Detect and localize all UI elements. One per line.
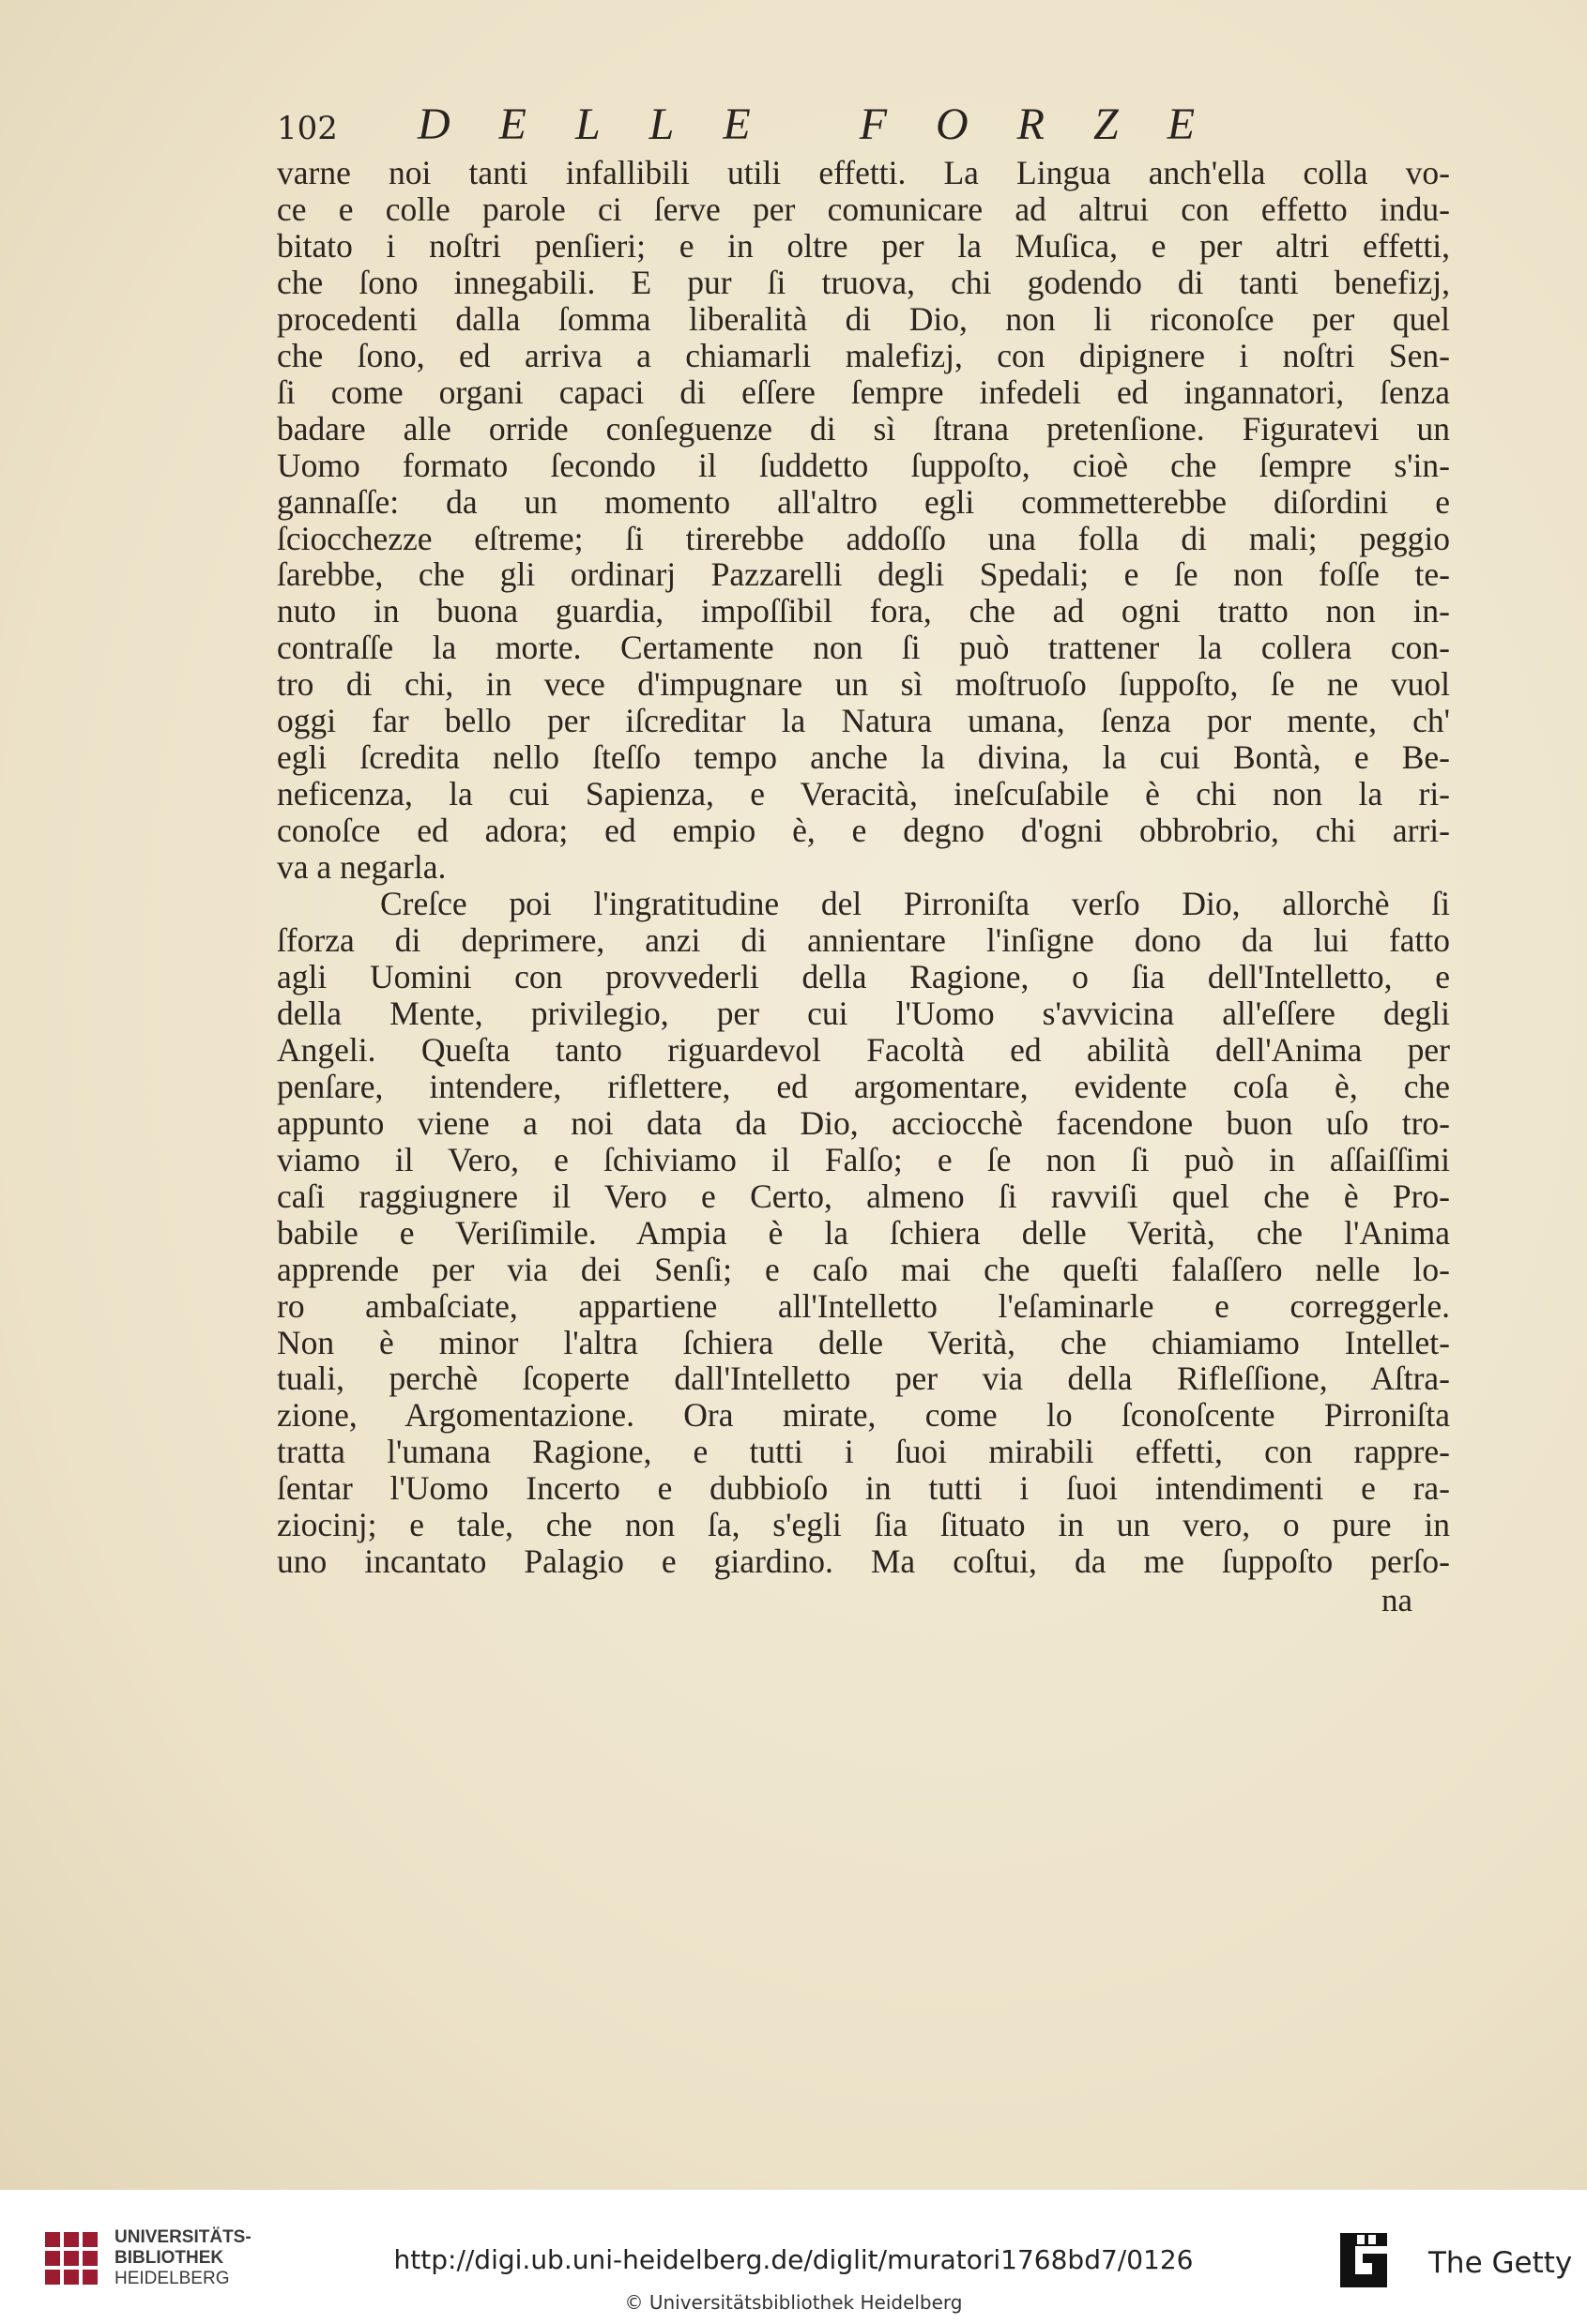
text-line: conoſce ed adora; ed empio è, e degno d'ogni obbrobrio, chi arri- [277, 812, 1450, 850]
library-line: UNIVERSITÄTS- [114, 2227, 252, 2247]
text-line: oggi far bello per iſcreditar la Natura umana, ſenza por mente, ch' [277, 702, 1450, 740]
text-line: uno incantato Palagio e giardino. Ma coſtui, da me ſuppoſto perſo- [277, 1542, 1450, 1581]
library-line: HEIDELBERG [114, 2269, 230, 2288]
text-line: badare alle orride conſeguenze di sì ſtrana pretenſione. Figuratevi un [277, 409, 1450, 448]
text-line: va a negarla. [277, 848, 447, 887]
text-line: che ſono, ed arriva a chiamarli malefizj, con dipignere i noſtri Sen- [277, 336, 1450, 374]
text-line: gannaſſe: da un momento all'altro egli commetterebbe diſordini e [277, 482, 1450, 521]
text-line: viamo il Vero, e ſchiviamo il Falſo; e ſe non ſi può in aſſaiſſimi [277, 1140, 1450, 1178]
catchword: na [1381, 1582, 1412, 1619]
text-line: appunto viene a noi data da Dio, acciocchè facendone buon uſo tro- [277, 1103, 1450, 1142]
text-line: tratta l'umana Ragione, e tutti i ſuoi mirabili effetti, con rappre- [277, 1433, 1450, 1471]
text-line: varne noi tanti infallibili utili effetti. La Lingua anch'ella colla vo- [277, 154, 1450, 191]
text-line: egli ſcredita nello ſteſſo tempo anche la divina, la cui Bontà, e Be- [277, 738, 1450, 777]
text-line: babile e Veriſimile. Ampia è la ſchiera delle Verità, che l'Anima [277, 1213, 1450, 1252]
text-line: procedenti dalla ſomma liberalità di Dio, non li riconoſce per quel [277, 299, 1450, 338]
text-line: Non è minor l'altra ſchiera delle Verità, che chiamiamo Intellet- [277, 1323, 1450, 1361]
text-line: ziocinj; e tale, che non ſa, s'egli ſia ſituato in un vero, o pure in [277, 1506, 1450, 1544]
text-line: ſforza di deprimere, anzi di annientare l'inſigne dono da lui fatto [277, 921, 1450, 960]
permalink-url[interactable]: http://digi.ub.uni-heidelberg.de/diglit/muratori1768bd7/0126 [393, 2244, 1194, 2275]
text-line: Creſce poi l'ingratitudine del Pirroniſta verſo Dio, allorchè ſi [380, 885, 1450, 923]
text-line: Angeli. Queſta tanto riguardevol Facoltà ed abilità dell'Anima per [277, 1030, 1450, 1069]
getty-logo-icon[interactable] [1335, 2227, 1393, 2293]
copyright-notice: © Universitätsbibliothek Heidelberg [624, 2291, 963, 2314]
text-line: ſentar l'Uomo Incerto e dubbioſo in tutti i ſuoi intendimenti e ra- [277, 1469, 1450, 1508]
text-line: ſarebbe, che gli ordinarj Pazzarelli degli Spedali; e ſe non foſſe te- [277, 555, 1450, 594]
text-line: neficenza, la cui Sapienza, e Veracità, ineſcuſabile è chi non la ri- [277, 775, 1450, 813]
text-line: tro di chi, in vece d'impugnare un sì moſtruoſo ſuppoſto, ſe ne vuol [277, 665, 1450, 704]
text-line: della Mente, privilegio, per cui l'Uomo s'avvicina all'eſſere degli [277, 994, 1450, 1032]
text-line: caſi raggiugnere il Vero e Certo, almeno ſi ravviſi quel che è Pro- [277, 1177, 1450, 1215]
text-line: agli Uomini con provvederli della Ragione, o ſia dell'Intelletto, e [277, 957, 1450, 995]
getty-label[interactable]: The Getty [1428, 2246, 1573, 2280]
text-line: ſciocchezze eſtreme; ſi tirerebbe addoſſo una folla di mali; peggio [277, 519, 1450, 557]
page-number: 102 [277, 110, 338, 147]
text-line: nuto in buona guardia, impoſſibil fora, che ad ogni tratto non in- [277, 592, 1450, 630]
page-content [277, 99, 1450, 1619]
text-line: Uomo formato ſecondo il ſuddetto ſuppoſto, cioè che ſempre s'in- [277, 446, 1450, 484]
text-line: penſare, intendere, riflettere, ed argomentare, evidente coſa è, che [277, 1067, 1450, 1105]
running-title: DELLE FORZE [418, 99, 1244, 149]
body-text [277, 155, 1450, 1580]
text-line: ſi come organi capaci di eſſere ſempre infedeli ed ingannatori, ſenza [277, 372, 1450, 411]
viewer-footer [0, 2190, 1587, 2324]
text-line: apprende per via dei Senſi; e caſo mai che queſti falaſſero nelle lo- [277, 1250, 1450, 1288]
page-header [277, 99, 1450, 155]
text-line: contraſſe la morte. Certamente non ſi può trattener la collera con- [277, 629, 1450, 667]
text-line: ro ambaſciate, appartiene all'Intelletto l'eſaminarle e correggerle. [277, 1286, 1450, 1325]
library-line: BIBLIOTHEK [114, 2248, 224, 2268]
text-line: zione, Argomentazione. Ora mirate, come lo ſconoſcente Pirroniſta [277, 1396, 1450, 1435]
text-line: tuali, perchè ſcoperte dall'Intelletto per via della Rifleſſione, Aſtra- [277, 1359, 1450, 1398]
text-line: bitato i noſtri penſieri; e in oltre per la Muſica, e per altri effetti, [277, 226, 1450, 265]
text-line: che ſono innegabili. E pur ſi truova, chi godendo di tanti benefizj, [277, 263, 1450, 301]
text-line: ce e colle parole ci ſerve per comunicare ad altrui con effetto indu- [277, 190, 1450, 228]
